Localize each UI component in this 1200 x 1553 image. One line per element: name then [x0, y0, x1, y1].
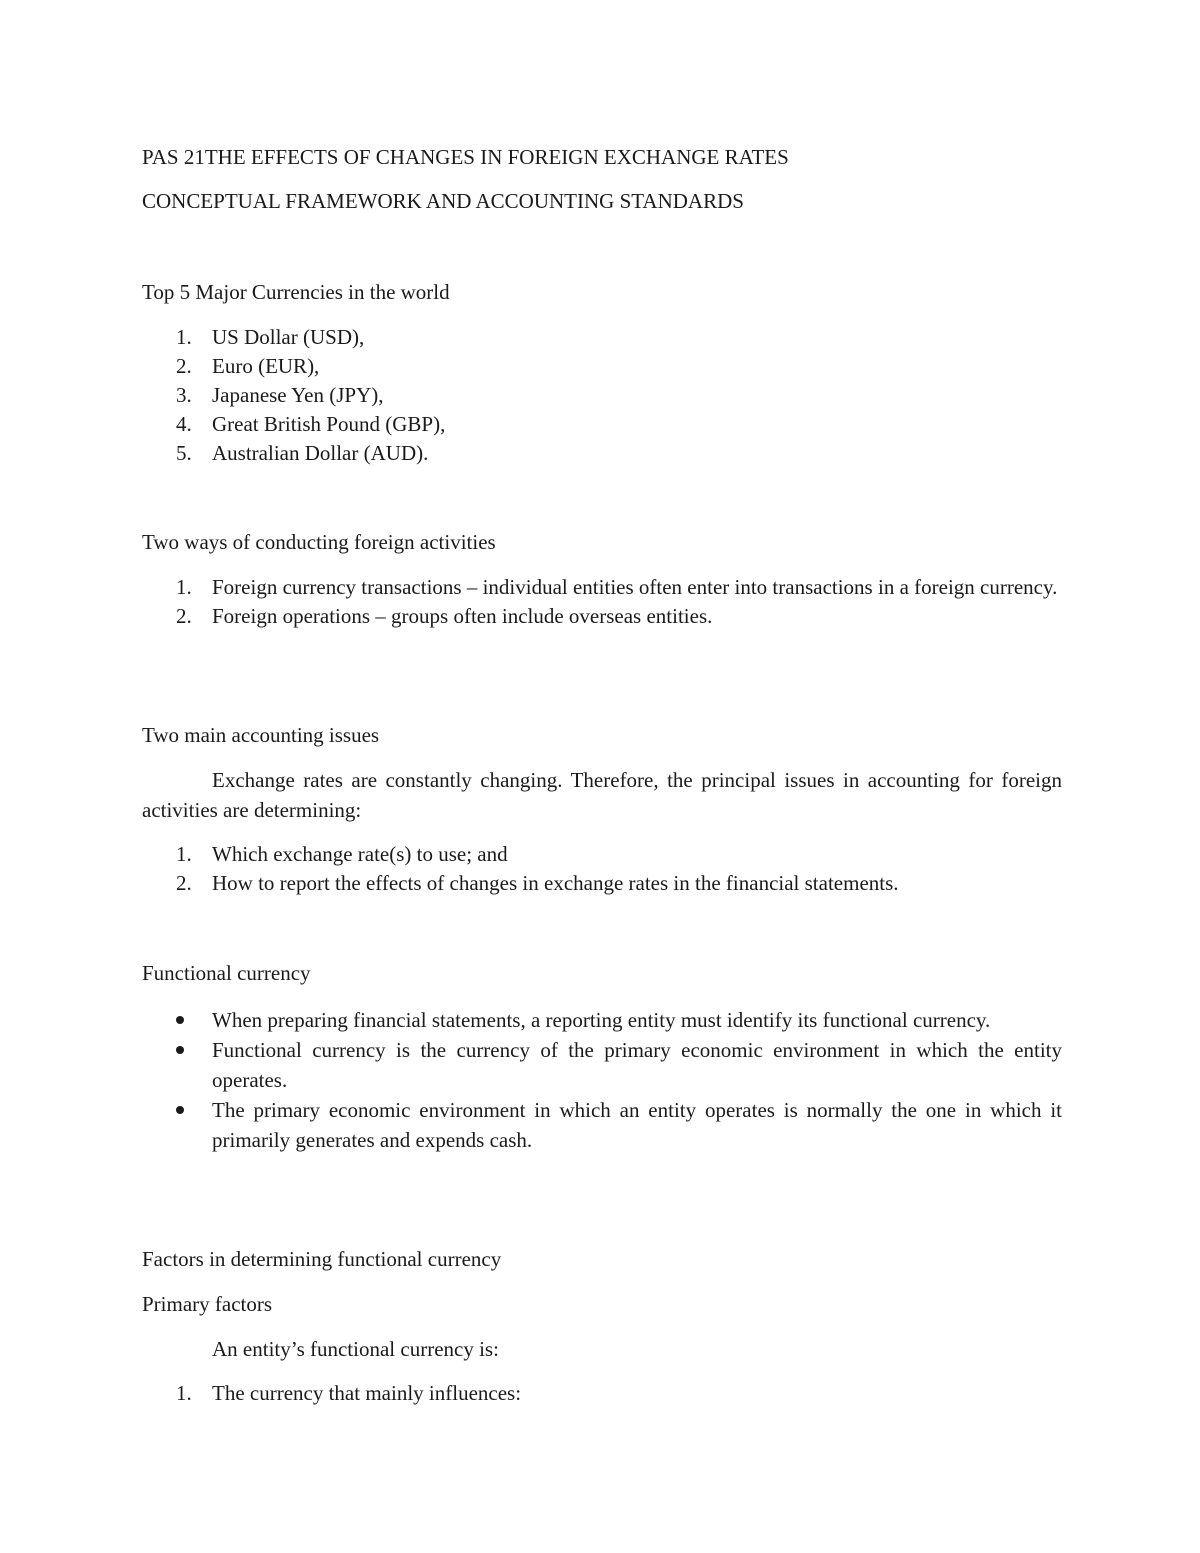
- functional-heading: Functional currency: [142, 961, 311, 985]
- list-number: 1.: [176, 1381, 192, 1405]
- list-item-text: Foreign operations – groups often include overseas entities.: [212, 604, 713, 628]
- factors-intro: An entity’s functional currency is:: [212, 1337, 499, 1361]
- list-number: 1.: [176, 575, 192, 599]
- list-item: [142, 869, 1062, 898]
- document-title: PAS 21THE EFFECTS OF CHANGES IN FOREIGN EXCHANGE RATES: [142, 145, 789, 169]
- currencies-list: [142, 323, 1062, 468]
- list-item: [142, 410, 1062, 439]
- list-item-text: US Dollar (USD),: [212, 325, 365, 349]
- issues-list: [142, 840, 1062, 898]
- issues-heading: Two main accounting issues: [142, 723, 380, 747]
- factors-list: [142, 1379, 1062, 1408]
- factors-subheading: Primary factors: [142, 1292, 273, 1316]
- list-item-text: Great British Pound (GBP),: [212, 412, 446, 436]
- bullet-item: [142, 1095, 1062, 1155]
- functional-bullets: [142, 1005, 1062, 1155]
- list-item: [142, 1379, 1062, 1408]
- bullet-icon: [176, 1046, 184, 1054]
- bullet-icon: [176, 1106, 184, 1114]
- list-item-text: Australian Dollar (AUD).: [212, 441, 429, 465]
- factors-heading: Factors in determining functional currency: [142, 1247, 502, 1271]
- list-item-text: The currency that mainly influences:: [212, 1381, 522, 1405]
- list-item: [142, 602, 1062, 631]
- ways-heading: Two ways of conducting foreign activities: [142, 530, 496, 554]
- bullet-text: The primary economic environment in which an entity operates is normally the one in which it primarily generates and expends cash.: [212, 1098, 1062, 1152]
- list-item: [142, 323, 1062, 352]
- list-item-text: Which exchange rate(s) to use; and: [212, 842, 508, 866]
- list-number: 2.: [176, 871, 192, 895]
- list-item: [142, 352, 1062, 381]
- currencies-heading: Top 5 Major Currencies in the world: [142, 280, 450, 304]
- list-item-text: Foreign currency transactions – individual entities often enter into transactions in a foreign currency.: [212, 575, 1058, 599]
- list-number: 2.: [176, 604, 192, 628]
- bullet-icon: [176, 1016, 184, 1024]
- list-item: [142, 840, 1062, 869]
- list-number: 3.: [176, 383, 192, 407]
- bullet-item: [142, 1035, 1062, 1095]
- list-number: 4.: [176, 412, 192, 436]
- list-item: [142, 381, 1062, 410]
- document-subtitle: CONCEPTUAL FRAMEWORK AND ACCOUNTING STANDARDS: [142, 189, 744, 213]
- list-item-text: Japanese Yen (JPY),: [212, 383, 384, 407]
- list-number: 1.: [176, 842, 192, 866]
- bullet-text: When preparing financial statements, a reporting entity must identify its functional currency.: [212, 1008, 991, 1032]
- list-number: 2.: [176, 354, 192, 378]
- list-item-text: Euro (EUR),: [212, 354, 320, 378]
- list-item-text: How to report the effects of changes in exchange rates in the financial statements.: [212, 871, 899, 895]
- list-number: 5.: [176, 441, 192, 465]
- ways-list: [142, 573, 1062, 631]
- issues-paragraph: Exchange rates are constantly changing. Therefore, the principal issues in accounting for foreign activities are determining:: [142, 768, 1062, 822]
- list-item: [142, 573, 1062, 602]
- list-item: [142, 439, 1062, 468]
- bullet-item: [142, 1005, 1062, 1035]
- list-number: 1.: [176, 325, 192, 349]
- bullet-text: Functional currency is the currency of the primary economic environment in which the entity operates.: [212, 1038, 1062, 1092]
